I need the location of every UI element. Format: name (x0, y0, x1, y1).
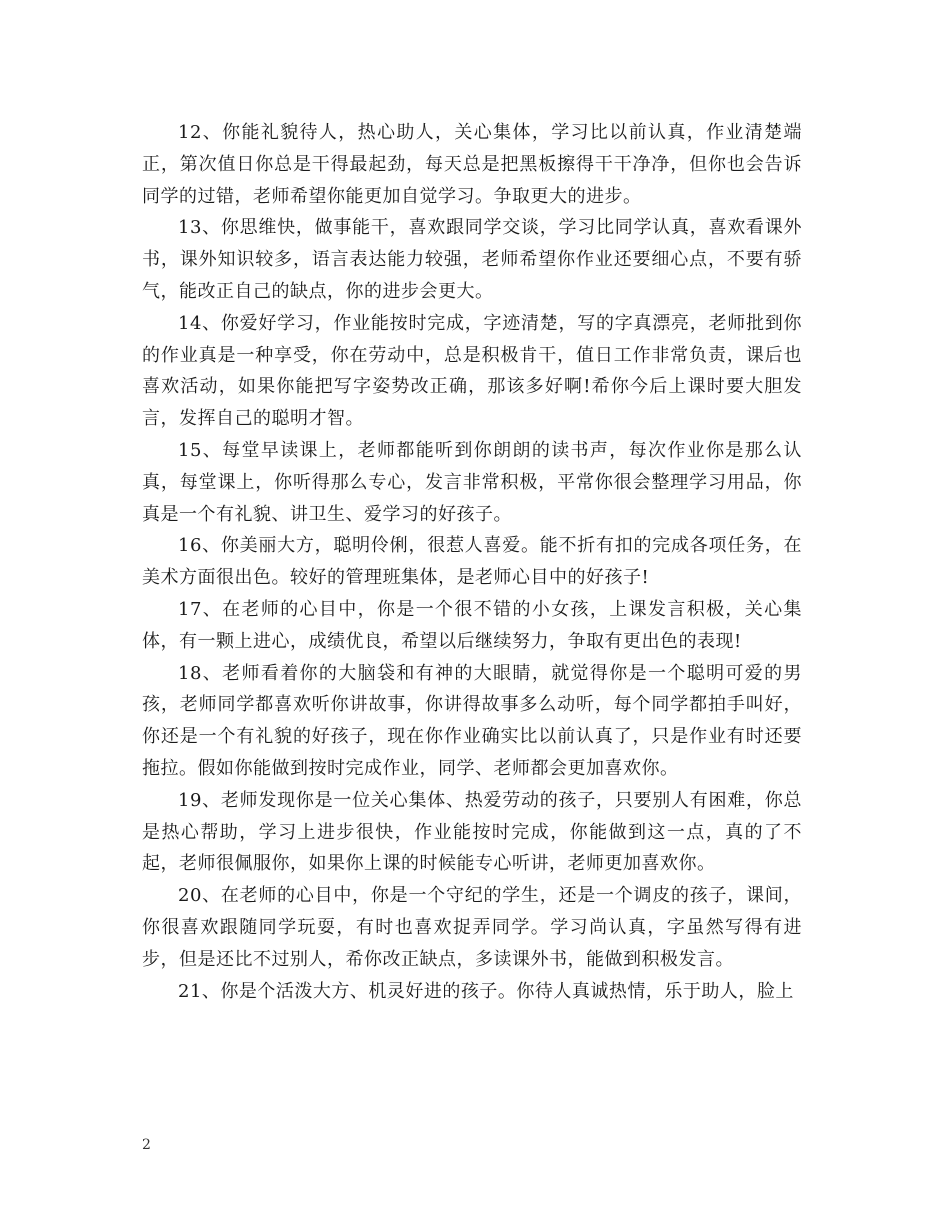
paragraph-15: 15、每堂早读课上，老师都能听到你朗朗的读书声，每次作业你是那么认真，每堂课上，你听得那么专心，发言非常积极，平常你很会整理学习用品，你真是一个有礼貌、讲卫生、爱学习的好孩子。 (142, 439, 802, 525)
paragraph-21: 21、你是个活泼大方、机灵好进的孩子。你待人真诚热情，乐于助人，脸上 (178, 980, 794, 1002)
paragraph-19: 19、老师发现你是一位关心集体、热爱劳动的孩子，只要别人有困难，你总是热心帮助，学习上进步很快，作业能按时完成，你能做到这一点，真的了不起，老师很佩服你，如果你上课的时候能专心听讲，老师更加喜欢你。 (142, 789, 802, 875)
paragraph-16: 16、你美丽大方，聪明伶俐，很惹人喜爱。能不折有扣的完成各项任务，在美术方面很出色。较好的管理班集体，是老师心目中的好孩子! (142, 535, 802, 589)
document-body (142, 117, 802, 1007)
paragraph-18: 18、老师看着你的大脑袋和有神的大眼睛，就觉得你是一个聪明可爱的男孩，老师同学都喜欢听你讲故事，你讲得故事多么动听，每个同学都拍手叫好，你还是一个有礼貌的好孩子，现在你作业确实比以前认真了，只是作业有时还要拖拉。假如你能做到按时完成作业，同学、老师都会更加喜欢你。 (142, 662, 802, 779)
paragraph-17: 17、在老师的心目中，你是一个很不错的小女孩，上课发言积极，关心集体，有一颗上进心，成绩优良，希望以后继续努力，争取有更出色的表现! (142, 598, 802, 652)
page-number: 2 (142, 1137, 151, 1153)
paragraph-20: 20、在老师的心目中，你是一个守纪的学生，还是一个调皮的孩子，课间，你很喜欢跟随同学玩耍，有时也喜欢捉弄同学。学习尚认真，字虽然写得有进步，但是还比不过别人，希你改正缺点，多读课外书，能做到积极发言。 (142, 885, 802, 970)
paragraph-14: 14、你爱好学习，作业能按时完成，字迹清楚，写的字真漂亮，老师批到你的作业真是一种享受，你在劳动中，总是积极肯干，值日工作非常负责，课后也喜欢活动，如果你能把写字姿势改正确，那该多好啊!希你今后上课时要大胆发言，发挥自己的聪明才智。 (142, 312, 802, 430)
paragraph-13: 13、你思维快，做事能干，喜欢跟同学交谈，学习比同学认真，喜欢看课外书，课外知识较多，语言表达能力较强，老师希望你作业还要细心点，不要有骄气，能改正自己的缺点，你的进步会更大。 (142, 217, 802, 302)
paragraph-12: 12、你能礼貌待人，热心助人，关心集体，学习比以前认真，作业清楚端正，第次值日你总是干得最起劲，每天总是把黑板擦得干干净净，但你也会告诉同学的过错，老师希望你能更加自觉学习。争取更大的进步。 (142, 122, 802, 207)
